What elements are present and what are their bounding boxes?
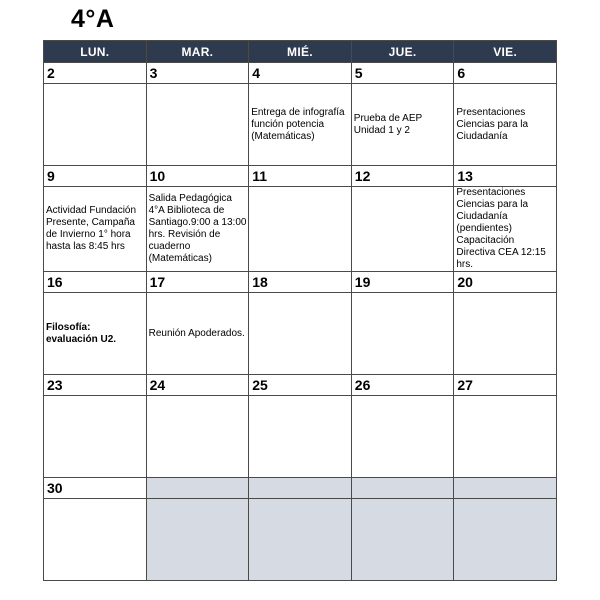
day-number: 11 bbox=[249, 166, 352, 187]
inactive-day bbox=[351, 478, 454, 499]
day-number: 3 bbox=[146, 63, 249, 84]
day-events: Salida Pedagógica 4°A Biblioteca de Santiago.9:00 a 13:00 hrs. Revisión de cuaderno (Matemáticas) bbox=[146, 187, 249, 272]
day-number: 23 bbox=[44, 375, 147, 396]
day-number: 10 bbox=[146, 166, 249, 187]
week-5-day-row bbox=[44, 478, 557, 499]
day-number: 12 bbox=[351, 166, 454, 187]
week-1-day-row bbox=[44, 63, 557, 84]
day-events bbox=[351, 187, 454, 272]
day-number: 27 bbox=[454, 375, 557, 396]
day-number: 6 bbox=[454, 63, 557, 84]
page-title: 4°A bbox=[71, 5, 115, 33]
day-number: 9 bbox=[44, 166, 147, 187]
day-number: 17 bbox=[146, 272, 249, 293]
day-number: 4 bbox=[249, 63, 352, 84]
calendar-table bbox=[43, 40, 557, 581]
day-number: 2 bbox=[44, 63, 147, 84]
week-3-day-row bbox=[44, 272, 557, 293]
day-events bbox=[454, 293, 557, 375]
day-number: 20 bbox=[454, 272, 557, 293]
day-events bbox=[454, 396, 557, 478]
header-jue: JUE. bbox=[351, 41, 454, 63]
day-events: Actividad Fundación Presente, Campaña de Invierno 1° hora hasta las 8:45 hrs bbox=[44, 187, 147, 272]
week-2-event-row bbox=[44, 187, 557, 272]
inactive-day bbox=[454, 478, 557, 499]
week-3-event-row bbox=[44, 293, 557, 375]
day-events bbox=[44, 396, 147, 478]
day-number: 16 bbox=[44, 272, 147, 293]
day-number: 19 bbox=[351, 272, 454, 293]
day-events bbox=[249, 187, 352, 272]
day-events bbox=[146, 396, 249, 478]
calendar bbox=[43, 40, 557, 587]
inactive-day bbox=[146, 478, 249, 499]
week-1-event-row bbox=[44, 84, 557, 166]
week-2-day-row bbox=[44, 166, 557, 187]
day-events: Filosofía: evaluación U2. bbox=[44, 293, 147, 375]
week-4-day-row bbox=[44, 375, 557, 396]
inactive-day bbox=[249, 478, 352, 499]
week-5-event-row bbox=[44, 499, 557, 581]
day-number: 26 bbox=[351, 375, 454, 396]
day-number: 18 bbox=[249, 272, 352, 293]
weekday-header-row bbox=[44, 41, 557, 63]
inactive-day bbox=[454, 499, 557, 581]
day-events bbox=[351, 293, 454, 375]
day-events: Reunión Apoderados. bbox=[146, 293, 249, 375]
inactive-day bbox=[351, 499, 454, 581]
day-number: 24 bbox=[146, 375, 249, 396]
day-events: Entrega de infografía función potencia (Matemáticas) bbox=[249, 84, 352, 166]
day-events: Presentaciones Ciencias para la Ciudadanía bbox=[454, 84, 557, 166]
header-vie: VIE. bbox=[454, 41, 557, 63]
day-events bbox=[351, 396, 454, 478]
day-number: 5 bbox=[351, 63, 454, 84]
day-events bbox=[146, 84, 249, 166]
header-mar: MAR. bbox=[146, 41, 249, 63]
day-events bbox=[44, 499, 147, 581]
day-number: 13 bbox=[454, 166, 557, 187]
inactive-day bbox=[146, 499, 249, 581]
day-events: Presentaciones Ciencias para la Ciudadanía (pendientes) Capacitación Directiva CEA 12:15 hrs. bbox=[454, 187, 557, 272]
day-number: 25 bbox=[249, 375, 352, 396]
day-events bbox=[44, 84, 147, 166]
day-number: 30 bbox=[44, 478, 147, 499]
day-events bbox=[249, 293, 352, 375]
header-mie: MIÉ. bbox=[249, 41, 352, 63]
inactive-day bbox=[249, 499, 352, 581]
day-events bbox=[249, 396, 352, 478]
day-events: Prueba de AEP Unidad 1 y 2 bbox=[351, 84, 454, 166]
week-4-event-row bbox=[44, 396, 557, 478]
header-lun: LUN. bbox=[44, 41, 147, 63]
